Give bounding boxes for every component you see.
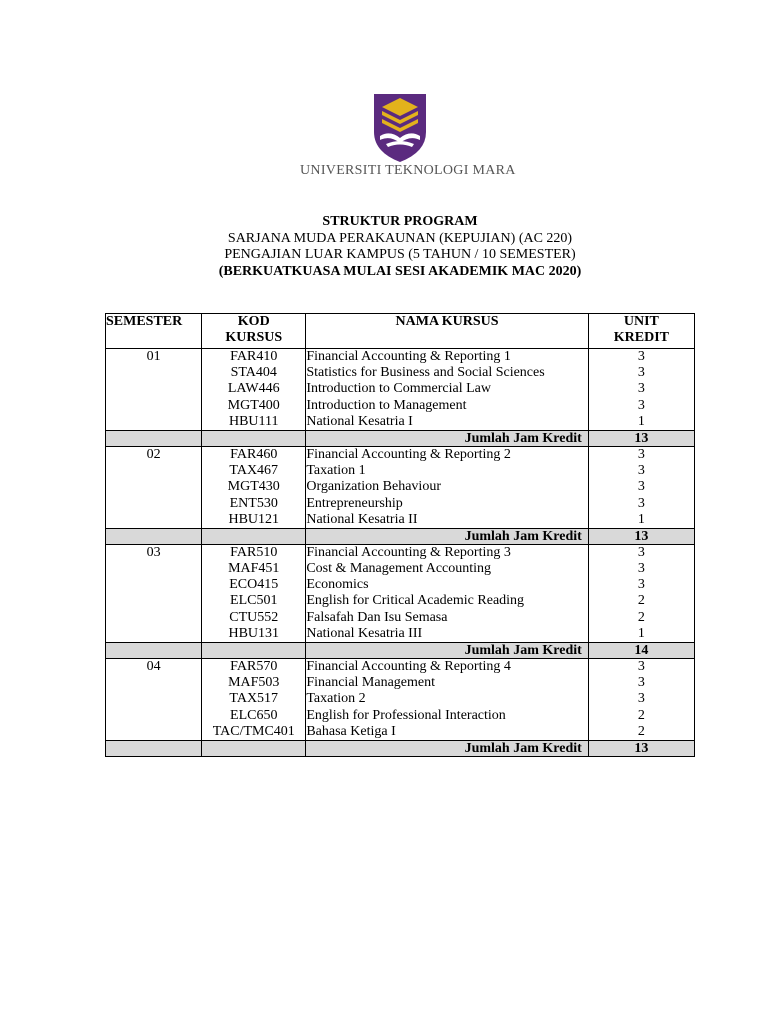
course-name-list — [306, 349, 588, 431]
course-code: HBU131 — [228, 625, 280, 641]
course-name: National Kesatria III — [306, 625, 423, 641]
course-name: Introduction to Commercial Law — [306, 381, 492, 397]
heading-mode: PENGAJIAN LUAR KAMPUS (5 TAHUN / 10 SEMESTER) — [224, 247, 576, 262]
total-value: 13 — [588, 430, 694, 446]
course-credit: 3 — [637, 397, 645, 413]
total-row — [106, 430, 695, 446]
course-credit-list — [588, 349, 694, 431]
course-credit: 3 — [637, 577, 645, 593]
total-value: 13 — [588, 528, 694, 544]
total-empty-cell — [106, 528, 202, 544]
course-code: TAX517 — [229, 691, 279, 707]
course-name: National Kesatria I — [306, 413, 413, 429]
course-code-list — [202, 659, 306, 741]
total-label: Jumlah Jam Kredit — [306, 430, 588, 446]
course-name: Statistics for Business and Social Sciences — [306, 365, 545, 381]
course-name-list — [306, 544, 588, 642]
course-name: Introduction to Management — [306, 397, 467, 413]
semester-number: 03 — [106, 544, 202, 642]
course-name: Entrepreneurship — [306, 495, 403, 511]
course-code: TAC/TMC401 — [212, 723, 295, 739]
logo-wordmark: UNIVERSITI TEKNOLOGI MARA — [300, 163, 516, 178]
header-semester: SEMESTER — [106, 314, 202, 349]
total-empty-cell — [106, 430, 202, 446]
semester-number: 04 — [106, 659, 202, 741]
course-name: Organization Behaviour — [306, 479, 441, 495]
course-name: Financial Management — [306, 675, 436, 691]
course-name: Cost & Management Accounting — [306, 561, 492, 577]
course-code-list — [202, 544, 306, 642]
course-credit: 3 — [637, 544, 645, 560]
header-kod-kursus: KOD KURSUS — [202, 314, 306, 349]
course-name-list — [306, 659, 588, 741]
course-credit: 3 — [637, 675, 645, 691]
course-code: ECO415 — [229, 577, 279, 593]
course-code: LAW446 — [227, 381, 280, 397]
course-credit-list — [588, 446, 694, 528]
course-credit: 1 — [637, 511, 645, 527]
course-code: FAR460 — [230, 446, 278, 462]
course-code: MAF503 — [228, 675, 280, 691]
course-credit-list — [588, 659, 694, 741]
course-credit: 2 — [637, 707, 645, 723]
heading-effective: (BERKUATKUASA MULAI SESI AKADEMIK MAC 2020) — [218, 263, 582, 279]
course-name: Financial Accounting & Reporting 3 — [306, 544, 511, 560]
uitm-crest-icon — [372, 92, 428, 164]
total-empty-cell — [202, 528, 306, 544]
header-unit-kredit: UNIT KREDIT — [588, 314, 694, 349]
total-label: Jumlah Jam Kredit — [306, 528, 588, 544]
course-code: ELC650 — [230, 707, 278, 723]
course-code: FAR410 — [230, 349, 278, 364]
course-code-list — [202, 349, 306, 431]
program-structure-table — [105, 313, 695, 757]
course-name: English for Critical Academic Reading — [306, 593, 525, 609]
semester-number: 02 — [106, 446, 202, 528]
course-credit: 3 — [637, 691, 645, 707]
total-empty-cell — [106, 643, 202, 659]
course-code: MGT430 — [227, 479, 280, 495]
semester-row — [106, 349, 695, 431]
semester-row — [106, 544, 695, 642]
course-name: Falsafah Dan Isu Semasa — [306, 609, 448, 625]
total-value: 13 — [588, 740, 694, 756]
course-name: Financial Accounting & Reporting 2 — [306, 446, 511, 462]
course-credit: 3 — [637, 495, 645, 511]
course-code: TAX467 — [229, 463, 279, 479]
course-code: FAR570 — [230, 659, 278, 674]
total-value: 14 — [588, 643, 694, 659]
total-row — [106, 528, 695, 544]
course-code: MGT400 — [227, 397, 280, 413]
course-code: FAR510 — [230, 544, 278, 560]
total-row — [106, 643, 695, 659]
course-credit: 1 — [637, 413, 645, 429]
total-empty-cell — [106, 740, 202, 756]
course-code: HBU111 — [228, 413, 279, 429]
course-name: Taxation 1 — [306, 463, 366, 479]
total-empty-cell — [202, 643, 306, 659]
course-credit: 3 — [637, 561, 645, 577]
university-logo — [300, 92, 516, 184]
course-code: MAF451 — [228, 561, 280, 577]
heading-title: STRUKTUR PROGRAM — [322, 214, 478, 229]
total-row — [106, 740, 695, 756]
course-credit: 3 — [637, 446, 645, 462]
course-credit: 3 — [637, 381, 645, 397]
course-name-list — [306, 446, 588, 528]
total-label: Jumlah Jam Kredit — [306, 740, 588, 756]
course-code: ELC501 — [230, 593, 278, 609]
course-credit: 3 — [637, 479, 645, 495]
semester-row — [106, 659, 695, 741]
table-header-row — [106, 314, 695, 349]
total-empty-cell — [202, 430, 306, 446]
course-name: Financial Accounting & Reporting 4 — [306, 659, 511, 674]
course-code: HBU121 — [228, 511, 280, 527]
total-label: Jumlah Jam Kredit — [306, 643, 588, 659]
course-credit: 3 — [637, 365, 645, 381]
course-credit: 1 — [637, 625, 645, 641]
course-credit: 2 — [637, 609, 645, 625]
course-code: CTU552 — [229, 609, 279, 625]
course-name: National Kesatria II — [306, 511, 418, 527]
semester-number: 01 — [106, 349, 202, 431]
course-code-list — [202, 446, 306, 528]
semester-row — [106, 446, 695, 528]
course-code: ENT530 — [229, 495, 278, 511]
course-credit: 2 — [637, 723, 645, 739]
header-nama-kursus: NAMA KURSUS — [306, 314, 588, 349]
course-name: Taxation 2 — [306, 691, 366, 707]
course-credit: 3 — [637, 349, 645, 364]
course-name: Bahasa Ketiga I — [306, 723, 396, 739]
course-name: Financial Accounting & Reporting 1 — [306, 349, 511, 364]
course-credit: 3 — [637, 659, 645, 674]
document-heading — [100, 214, 700, 280]
course-name: English for Professional Interaction — [306, 707, 506, 723]
course-code: STA404 — [230, 365, 277, 381]
course-credit: 3 — [637, 463, 645, 479]
heading-program: SARJANA MUDA PERAKAUNAN (KEPUJIAN) (AC 220) — [227, 230, 573, 246]
total-empty-cell — [202, 740, 306, 756]
course-credit-list — [588, 544, 694, 642]
course-credit: 2 — [637, 593, 645, 609]
course-name: Economics — [306, 577, 369, 593]
